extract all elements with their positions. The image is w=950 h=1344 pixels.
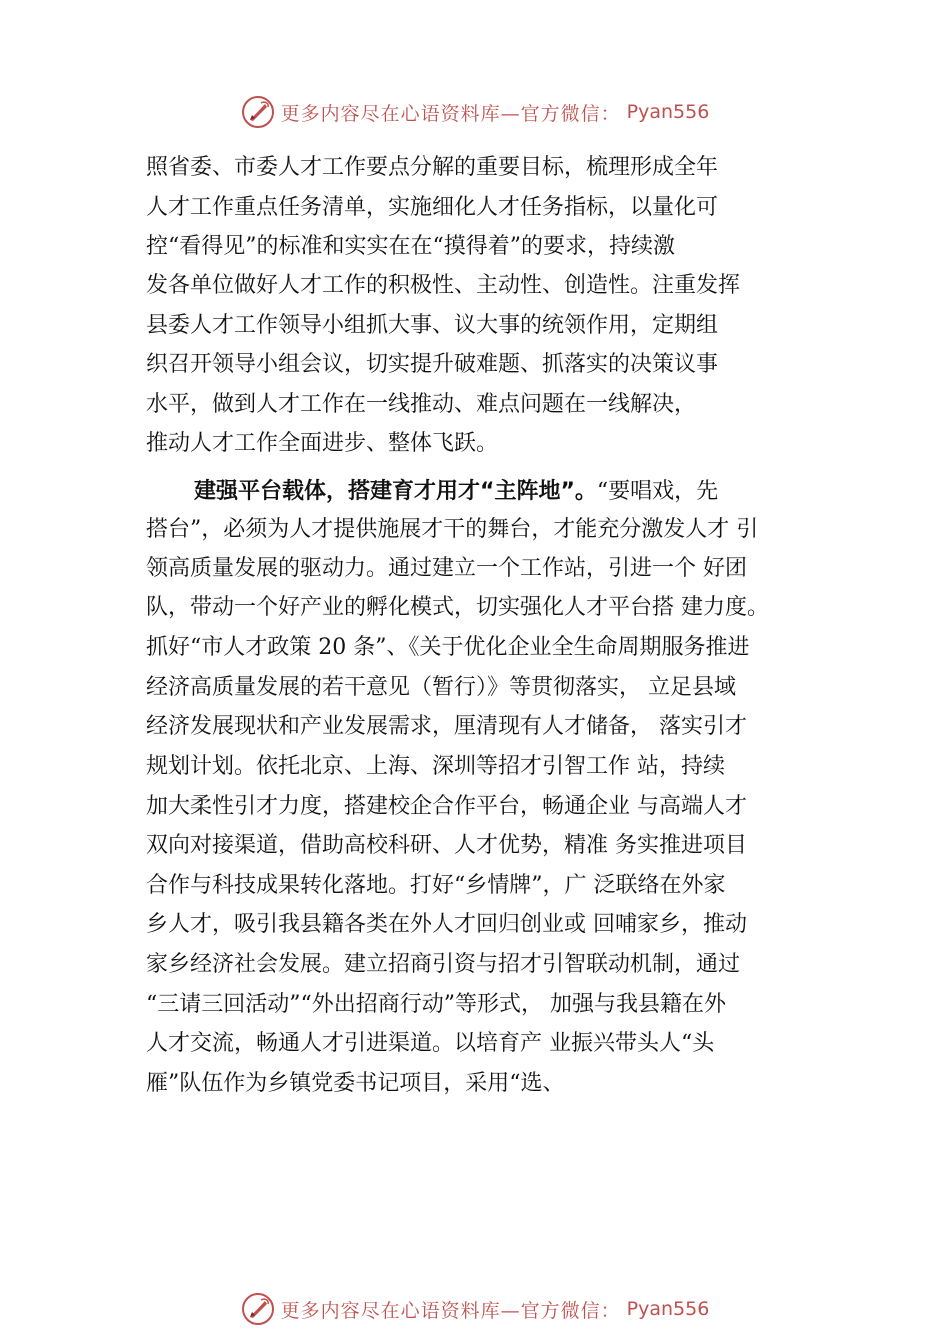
paragraph-line: 抓好“市人才政策 20 条”、《关于优化企业全生命周期服务推进 xyxy=(146,635,750,660)
paragraph-line: 规划计划。依托北京、上海、深圳等招才引智工作 站，持续 xyxy=(146,754,725,779)
paragraph-line: 队，带动一个好产业的孵化模式，切实强化人才平台搭 建力度。 xyxy=(146,595,769,620)
paragraph-line: 水平，做到人才工作在一线推动、难点问题在一线解决， xyxy=(146,392,697,417)
paragraph-line: 双向对接渠道，借助高校科研、人才优势，精准 务实推进项目 xyxy=(146,833,747,858)
quill-logo-icon xyxy=(241,95,275,129)
paragraph-first-line xyxy=(194,476,718,508)
paragraph-line: “三请三回活动”“外出招商行动”等形式， 加强与我县籍在外 xyxy=(146,992,726,1017)
footer-wechat-id: Pyan556 xyxy=(626,1298,710,1320)
footer-banner xyxy=(0,1289,950,1329)
paragraph-line: 照省委、市委人才工作要点分解的重要目标，梳理形成全年 xyxy=(146,155,719,180)
paragraph-line: 推动人才工作全面进步、整体飞跃。 xyxy=(146,431,499,456)
paragraph-line: 发各单位做好人才工作的积极性、主动性、创造性。注重发挥 xyxy=(146,273,741,298)
paragraph-first-line-rest: “要唱戏，先 xyxy=(596,479,719,504)
paragraph-line: 经济发展现状和产业发展需求，厘清现有人才储备， 落实引才 xyxy=(146,714,747,739)
paragraph-line: 搭台”，必须为人才提供施展才干的舞台，才能充分激发人才 引 xyxy=(146,517,759,542)
header-banner xyxy=(0,92,950,132)
paragraph-line: 家乡经济社会发展。建立招商引资与招才引智联动机制，通过 xyxy=(146,952,741,977)
paragraph-line: 雁”队伍作为乡镇党委书记项目，采用“选、 xyxy=(146,1071,565,1096)
quill-logo-icon xyxy=(241,1292,275,1326)
paragraph-line: 控“看得见”的标准和实实在在“摸得着”的要求，持续激 xyxy=(146,234,675,259)
paragraph-line: 领高质量发展的驱动力。通过建立一个工作站，引进一个 好团 xyxy=(146,556,747,581)
paragraph-line: 县委人才工作领导小组抓大事、议大事的统领作用，定期组 xyxy=(146,313,719,338)
footer-banner-text: 更多内容尽在心语资料库—官方微信： xyxy=(280,1299,621,1322)
paragraph-line: 织召开领导小组会议，切实提升破难题、抓落实的决策议事 xyxy=(146,352,719,377)
paragraph-line: 加大柔性引才力度，搭建校企合作平台，畅通企业 与高端人才 xyxy=(146,794,747,819)
paragraph-line: 经济高质量发展的若干意见（暂行）》等贯彻落实， 立足县域 xyxy=(146,675,736,700)
paragraph-line: 合作与科技成果转化落地。打好“乡情牌”，广 泛联络在外家 xyxy=(146,873,726,898)
paragraph-line: 乡人才，吸引我县籍各类在外人才回归创业或 回哺家乡，推动 xyxy=(146,912,747,937)
paragraph-line: 人才交流，畅通人才引进渠道。以培育产 业振兴带头人“头 xyxy=(146,1031,715,1056)
section-heading: 建强平台载体，搭建育才用才“主阵地”。 xyxy=(194,479,597,504)
paragraph-line: 人才工作重点任务清单，实施细化人才任务指标，以量化可 xyxy=(146,195,719,220)
header-banner-text: 更多内容尽在心语资料库—官方微信： xyxy=(280,102,621,125)
header-wechat-id: Pyan556 xyxy=(626,101,710,123)
